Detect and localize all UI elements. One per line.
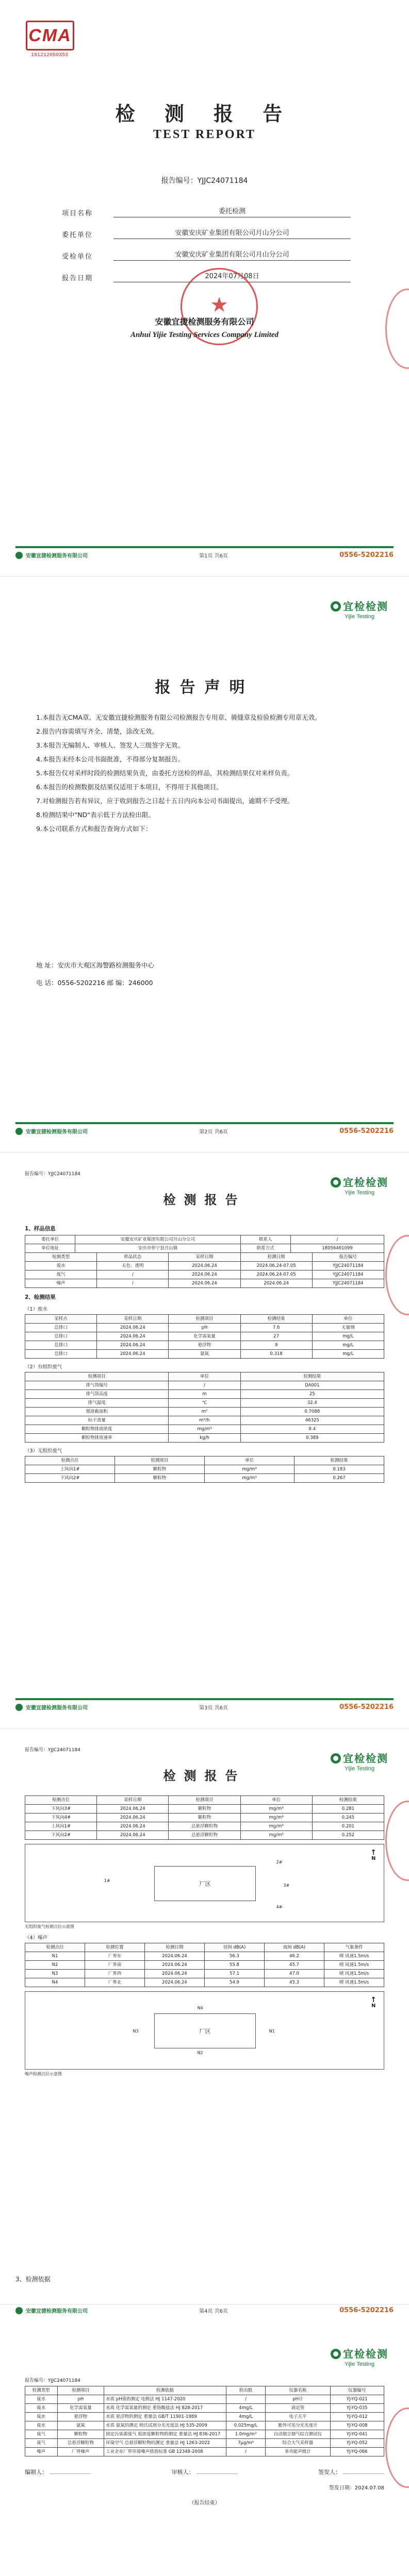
cma-mark: CMA [26,21,74,50]
table-row: N4 厂界北 2024.06.24 54.9 45.3 晴 风速1.5m/s [25,1978,384,1987]
section-title: 2、检测结果 [25,1294,56,1300]
table-header: 检测项目 单位 检测结果 [25,1372,384,1381]
contact-line: 地 址：安庆市大观区海警路检测服务中心 [36,961,154,969]
page-footer [15,2304,394,2320]
company-logo-icon [15,2307,23,2314]
brand-name-cn: 宜检检测 [343,1752,388,1765]
table-row: 委托单位 安徽安庆矿业集团有限公司月山分公司 联系人 / [25,1235,384,1244]
cover-field-label: 报告日期 [62,275,93,282]
sample-point: 1# [104,1878,110,1883]
signature-approver: 签发人： [318,2468,384,2476]
statement-list [36,710,373,836]
brand-name-en: Yijie Testing [344,614,375,620]
north-arrow-icon: ↑ N [370,1849,377,1861]
report-page-1 [0,1152,409,1728]
signature-checker: 审核人： [172,2468,238,2476]
footer-phone: 0556-5202216 [339,1127,394,1135]
footer-phone: 0556-5202216 [339,551,394,559]
north-arrow-icon: ↑ N [370,1996,377,2009]
table-row: 下风向4# 2024.06.24 颗粒物 mg/m³ 0.245 [25,1814,384,1822]
report-end: （报告结束） [189,2500,220,2506]
brand-logo-icon [331,1753,341,1764]
statement-item: 3.本报告无编制人、审核人、签发人三级签字无效。 [36,741,184,749]
report-title: 检测报告 [163,1193,246,1207]
table-row: 废水 无色、透明 2024.06.24 2024.06.24-07.05 YJJC24071184 [25,1262,384,1270]
statement-contact [36,957,373,992]
brand-logo-icon [331,601,341,612]
sample-point: 4# [276,1905,283,1909]
fugitive-gas-table [25,1456,384,1483]
table-header: 检测点位 检测项目 单位 检测结果 [25,1456,384,1465]
edge-seal [385,2408,409,2488]
cover-page [0,0,409,576]
table-row: 总排口 2024.06.24 pH 7.6 无量纲 [25,1324,384,1332]
company-logo-icon [15,552,23,559]
footer-company [15,2307,88,2314]
footer-company-name: 安徽宜捷检测服务有限公司 [26,1129,88,1135]
table-header: 检测类型 检测项目 检测依据 检出限 仪器名称 仪器编号 [25,2386,384,2395]
subsection-title: （4）噪声 [25,1935,48,1941]
cover-fields [62,196,351,282]
cover-field [62,217,351,239]
diagram-caption: 噪声检测点位示意图 [25,2072,62,2076]
brand-header [331,598,388,620]
table-header: 检测点位 采样日期 检测项目 单位 检测结果 [25,1796,384,1805]
noise-point: N4 [197,2006,203,2010]
footer-company [15,551,88,559]
edge-seal [385,1801,409,1881]
fugitive-gas-diagram [25,1844,384,1922]
sample-point: 3# [283,1883,290,1888]
table-row: 下风向2# 2024.06.24 总悬浮颗粒物 mg/m³ 0.252 [25,1831,384,1840]
subsection-title: （1）废水 [25,1307,48,1312]
plant-area: 厂区 [154,2013,256,2048]
signature-writer: 编制人： [25,2468,91,2476]
brand-name-cn: 宜检检测 [343,1176,388,1189]
footer-rule [15,1698,394,1700]
report-content [25,1219,384,1483]
statement-item: 7.对检测报告若有异议，应于收到报告之日起十五日内向本公司书面提出，逾期不予受理。 [36,797,294,805]
table-row: 废气 / 2024.06.24 2024.06.24-07.05 YJJC24071184 [25,1270,384,1279]
noise-point: N1 [269,2029,275,2033]
contact-line: 电 话：0556-5202216 邮 编：246000 [36,979,153,987]
page-footer [15,1698,394,1717]
brand-logo-icon [331,1177,341,1188]
footer-rule [15,1122,394,1124]
noise-point: N3 [133,2029,139,2033]
page-footer [15,546,394,565]
statement-item: 9.本公司联系方式和报告查询方式如下： [36,825,152,833]
brand-name-en: Yijie Testing [344,1766,375,1772]
table-header: 采样点 采样日期 检测项目 检测结果 单位 [25,1315,384,1324]
signature-row [25,2468,384,2476]
cover-field-value: 2024年07月08日 [113,270,351,282]
report-content [25,2386,384,2506]
footer-company [15,1127,88,1135]
brand-name-cn: 宜检检测 [343,2348,388,2360]
statement-item: 5.本报告仅对采样时段的检测结果负责，由委托方送检的样品，其检测结果仅对来样负责。 [36,769,294,777]
report-content [25,1795,384,2077]
wastewater-table [25,1314,384,1359]
plant-area: 厂区 [154,1866,256,1901]
table-row: 标干流量 m³/h 46325 [25,1416,384,1425]
table-row: 下风向2# 颗粒物 mg/m³ 0.267 [25,1474,384,1483]
table-row: 排气温度 ℃ 32.4 [25,1399,384,1408]
cover-field-label: 受检单位 [62,253,93,261]
statement-item: 6.本报告的检测数据及结果仅适用于本项目，不得用于其他项目。 [36,783,223,791]
table-row: 废水 氨氮 水质 氨氮的测定 纳氏试剂分光光度法 HJ 535-2009 0.025mg/L 紫外可见分光光度计 YJ-YQ-008 [25,2421,384,2430]
table-row: 烟道截面积 m² 0.7088 [25,1408,384,1416]
statement-item: 1.本报告无CMA章、无安徽宜捷检测服务有限公司检测报告专用章、骑缝章及检验检测专用章无效。 [36,714,321,721]
brand-name-en: Yijie Testing [344,2361,375,2367]
method-table [25,2386,384,2456]
statement-item: 4.本报告未经本公司书面批准，不得部分复制报告。 [36,755,184,763]
report-title: 检测报告 [163,1769,246,1783]
footer-company-name: 安徽宜捷检测服务有限公司 [26,2309,88,2314]
table-row: 废气 颗粒物 固定污染源废气 低浓度颗粒物的测定 重量法 HJ 836-2017 1.0mg/m³ 自动烟尘烟气综合测试仪 YJ-YQ-041 [25,2430,384,2439]
gas-table [25,1372,384,1443]
table-row: 废水 悬浮物 水质 悬浮物的测定 重量法 GB/T 11901-1989 4mg/L 电子天平 YJ-YQ-012 [25,2413,384,2421]
statement-item: 2.报告内容需填写齐全、清楚，涂改无效。 [36,727,158,735]
company-name-cn: 安徽宜捷检测服务有限公司 [155,317,254,327]
cover-field-label: 委托单位 [62,231,93,239]
subsection-title: （3）无组织废气 [25,1448,62,1454]
table-row: 总排口 2024.06.24 化学需氧量 27 mg/L [25,1332,384,1341]
table-row: 废气 总悬浮颗粒物 环境空气 总悬浮颗粒物的测定 重量法 HJ 1263-2022 7μg/m³ 综合大气采样器 YJ-YQ-052 [25,2439,384,2448]
footer-company-name: 安徽宜捷检测服务有限公司 [26,1705,88,1711]
footer-rule [15,546,394,548]
report-page-3 [0,2304,409,2576]
table-row: N3 厂界西 2024.06.24 57.1 47.0 晴 风速1.5m/s [25,1970,384,1978]
footer-company-name: 安徽宜捷检测服务有限公司 [26,553,88,559]
table-row: N1 厂界东 2024.06.24 56.3 46.2 晴 风速1.5m/s [25,1952,384,1961]
table-row: 单位地址 安庆市怀宁县月山镇 联系方式 18056461099 [25,1244,384,1253]
table-row: 上风向1# 颗粒物 mg/m³ 0.183 [25,1465,384,1474]
table-header: 检测点位 检测位置 检测日期 昼间 dB(A) 夜间 dB(A) 气象条件 [25,1943,384,1952]
cover-report-number [0,175,409,185]
sign-date: 签发日期：2024.07.08 [329,2485,384,2491]
table-row: 颗粒物排放速率 kg/h 0.389 [25,1434,384,1443]
statement-page [0,576,409,1152]
footer-page-number: 第1页 共6页 [199,553,228,559]
client-table [25,1235,384,1253]
company-name-en: Anhui Yijie Testing Services Company Limited [130,331,279,339]
table-row: 颗粒物排放浓度 mg/m³ 8.4 [25,1425,384,1434]
table-row: N2 厂界南 2024.06.24 55.8 45.7 晴 风速1.5m/s [25,1961,384,1970]
report-number-value: YJJC24071184 [197,177,248,185]
noise-diagram [25,1991,384,2070]
page-footer [15,1122,394,1141]
table-row: 下风向3# 2024.06.24 颗粒物 mg/m³ 0.281 [25,1805,384,1814]
company-logo-icon [15,1128,23,1135]
cover-field-value: 委托检测 [113,206,351,217]
footer-phone: 0556-5202216 [339,1703,394,1711]
statement-item: 8.检测结果中"ND"表示低于方法检出限。 [36,811,155,819]
cover-field [62,239,351,261]
brand-header [331,2346,388,2367]
diagram-caption: 无组织废气检测点位示意图 [25,1924,74,1929]
footer-phone: 0556-5202216 [339,2307,394,2314]
table-row: 废水 pH 水质 pH值的测定 电极法 HJ 1147-2020 / pH计 YJ-YQ-021 [25,2395,384,2404]
table-row: 总排口 2024.06.24 氨氮 0.318 mg/L [25,1350,384,1359]
report-number-label: 报告编号： [161,177,198,185]
company-logo-icon [15,1704,23,1711]
edge-seal [385,289,409,369]
footer-page-number: 第4页 共6页 [199,2309,228,2314]
cma-number: 181212050353 [30,53,68,58]
footer-company [15,1703,88,1711]
report-number: 报告编号：YJJC24071184 [25,1172,80,1177]
section-title: 3、检测依据 [15,2276,51,2283]
report-number: 报告编号：YJJC24071184 [25,1748,80,1753]
brand-name-cn: 宜检检测 [343,600,388,613]
report-page-2 [0,1728,409,2304]
report-number: 报告编号：YJJC24071184 [25,2378,80,2383]
edge-seal [385,1235,409,1315]
table-row: 废水 化学需氧量 水质 化学需氧量的测定 重铬酸盐法 HJ 828-2017 4mg/L 滴定管 YJ-YQ-035 [25,2404,384,2413]
noise-point: N2 [197,2050,203,2055]
cover-title-en: TEST REPORT [153,128,256,141]
cover-title-cn: 检 测 报 告 [115,102,294,125]
cover-field-value: 安徽安庆矿业集团有限公司月山分公司 [113,249,351,261]
cover-field [62,196,351,217]
noise-table [25,1943,384,1987]
footer-page-number: 第2页 共6页 [199,1129,228,1135]
sample-table [25,1252,384,1288]
brand-name-en: Yijie Testing [344,1190,375,1196]
table-row: 噪声 / 2024.06.24 2024.06.24 YJJC24071184 [25,1279,384,1288]
cover-field-label: 项目名称 [62,210,93,217]
cma-logo [26,21,73,58]
table-row: 上风向1# 2024.06.24 总悬浮颗粒物 mg/m³ 0.201 [25,1822,384,1831]
table-row: 噪声 厂界噪声 工业企业厂界环境噪声排放标准 GB 12348-2008 / 多功能声级计 YJ-YQ-066 [25,2448,384,2456]
fugitive-gas-table-cont [25,1795,384,1840]
cover-field-value: 安徽安庆矿业集团有限公司月山分公司 [113,227,351,239]
brand-logo-icon [331,2349,341,2359]
table-header: 检测类型 样品状态 采样日期 检测日期 报告编号 [25,1253,384,1262]
table-row: 排气筒编号 / DA001 [25,1381,384,1390]
statement-title: 报告声明 [155,679,254,697]
table-row: 总排口 2024.06.24 悬浮物 9 mg/L [25,1341,384,1350]
subsection-title: （2）有组织废气 [25,1364,62,1370]
table-row: 排气筒高度 m 25 [25,1390,384,1399]
sample-point: 2# [276,1860,283,1865]
footer-page-number: 第3页 共6页 [199,1705,228,1711]
section-title: 1、样品信息 [25,1226,56,1232]
